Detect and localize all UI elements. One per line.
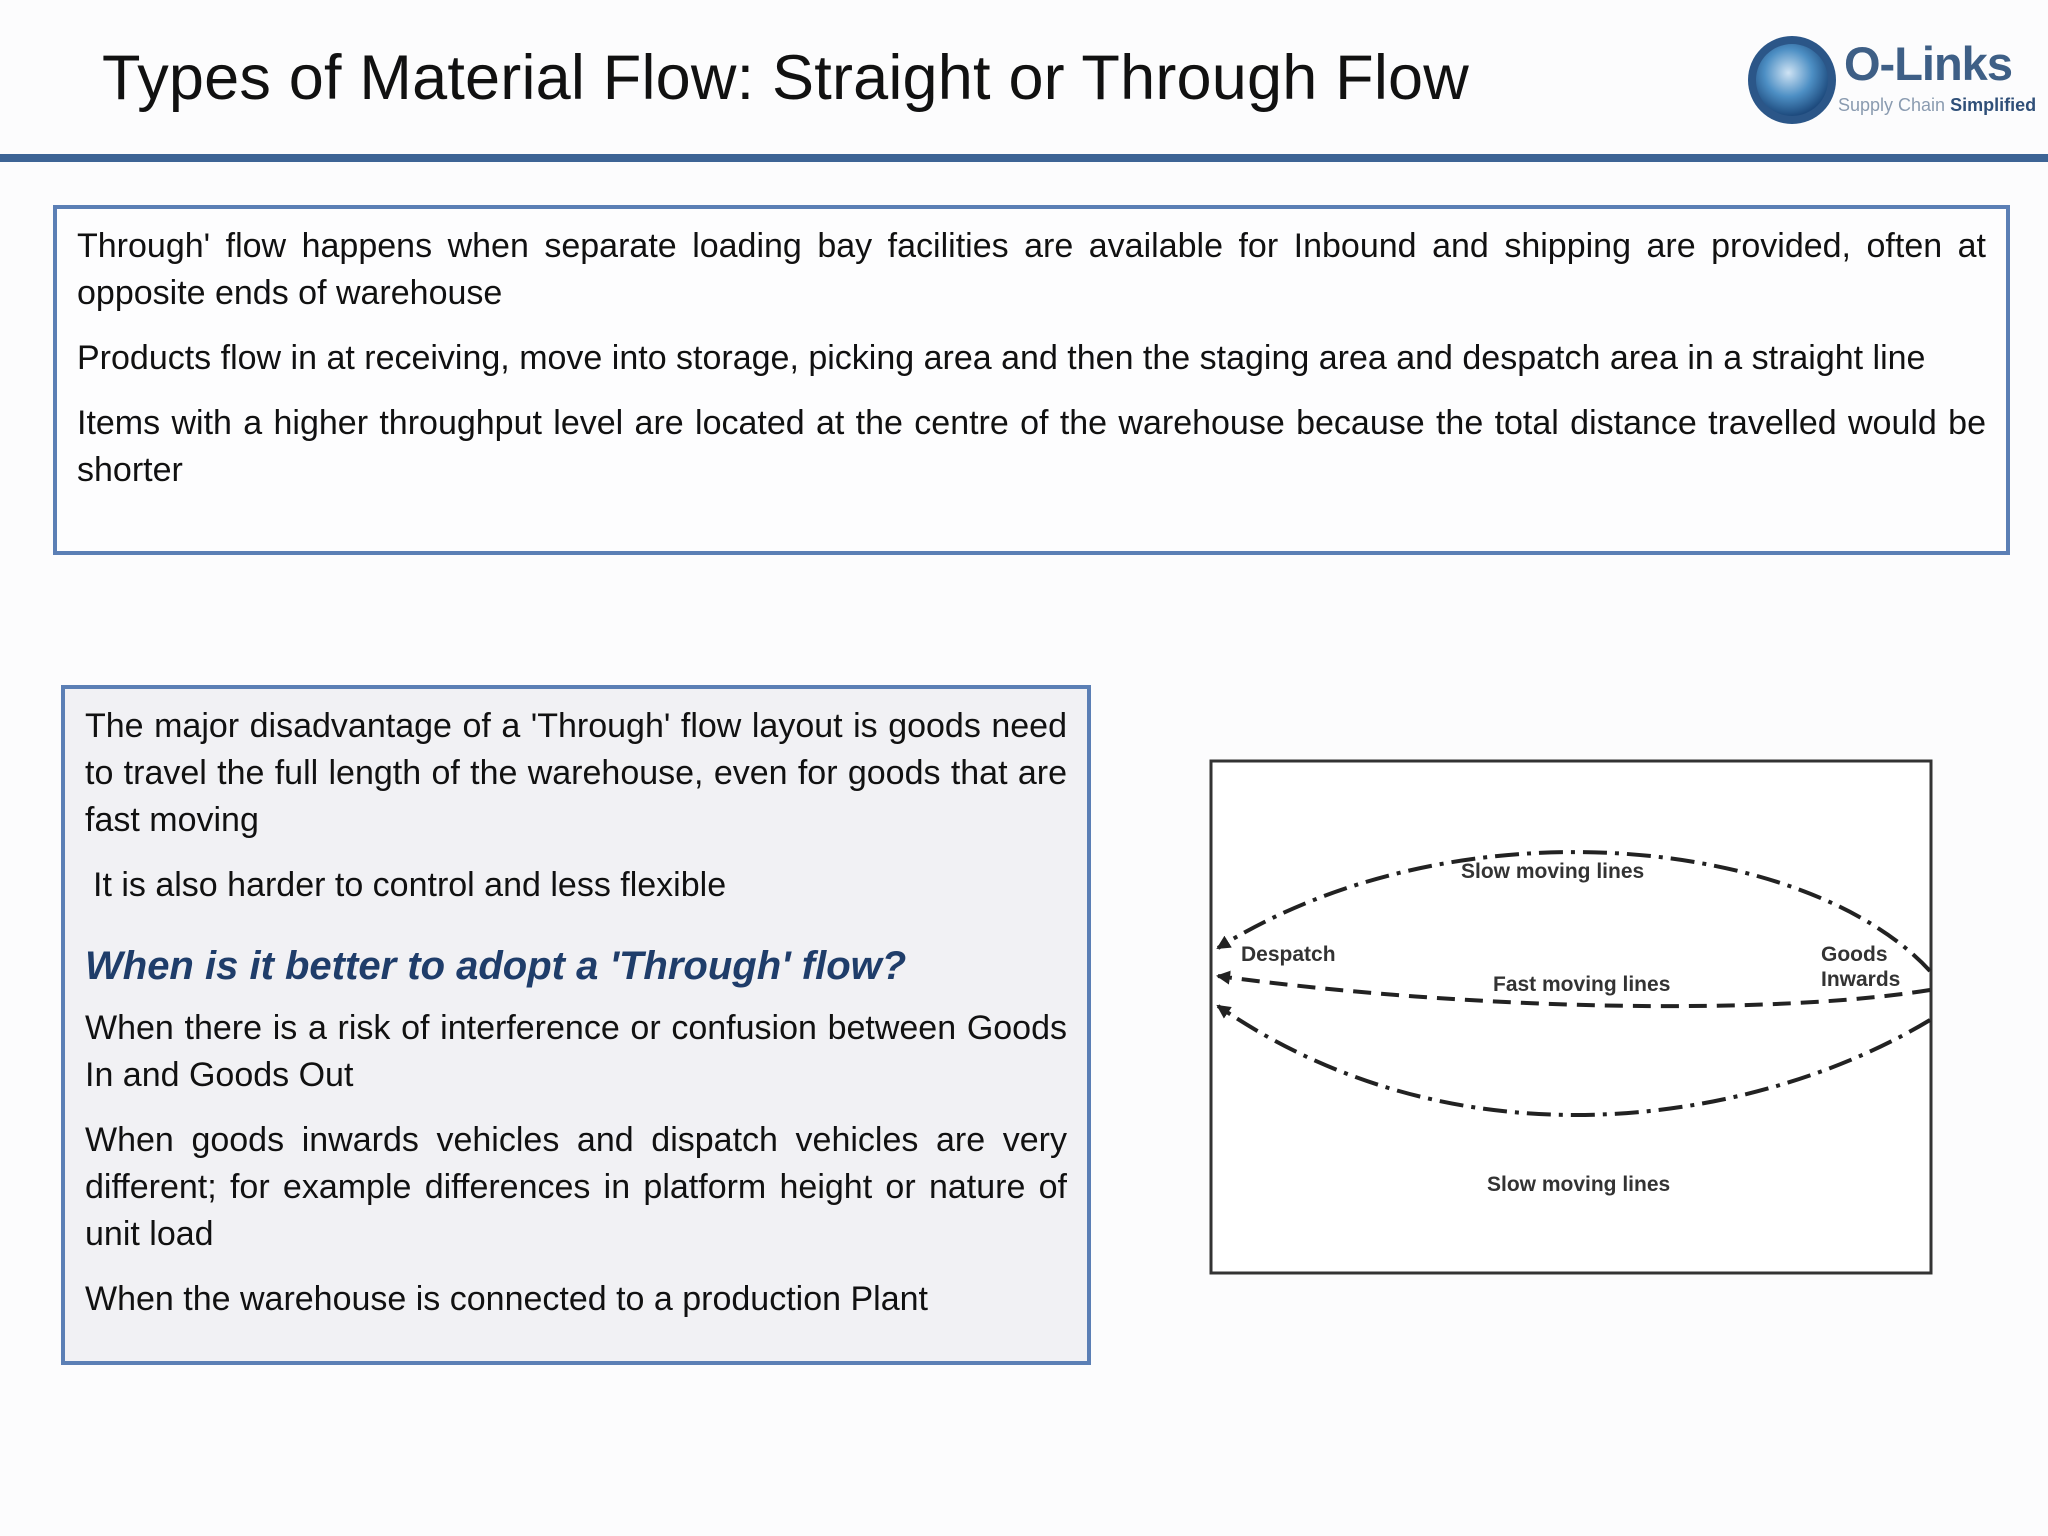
globe-icon [1746, 30, 1846, 130]
page-title: Types of Material Flow: Straight or Through Flow [102, 43, 1469, 113]
goods-inwards-label-line2: Inwards [1821, 968, 1901, 991]
through-flow-description-box [53, 205, 2010, 555]
disadvantage-paragraph: It is also harder to control and less flexible [93, 866, 727, 904]
logo-tagline-bold: Simplified [1950, 95, 2037, 115]
disadvantage-paragraph: The major disadvantage of a 'Through' flow layout is goods need to travel the full length of the warehouse, even for goods that are fast moving [85, 707, 1067, 839]
company-logo [1746, 30, 2038, 130]
answer-paragraph: When the warehouse is connected to a production Plant [85, 1280, 928, 1318]
logo-tagline-light: Supply Chain [1838, 95, 1946, 115]
description-paragraph: Products flow in at receiving, move into storage, picking area and then the staging area and despatch area in a straight line [77, 339, 1926, 377]
goods-inwards-label-line1: Goods [1821, 943, 1888, 966]
slow-bottom-label: Slow moving lines [1487, 1173, 1671, 1196]
flow-diagram [1208, 758, 1936, 1278]
description-paragraph: Through' flow happens when separate loading bay facilities are available for Inbound and shipping are provided, often at opposite ends of warehouse [77, 227, 1986, 312]
disadvantages-box [61, 685, 1091, 1365]
answer-paragraph: When there is a risk of interference or confusion between Goods In and Goods Out [85, 1009, 1067, 1094]
section-question-heading: When is it better to adopt a 'Through' flow? [85, 944, 907, 988]
logo-tagline [1838, 95, 2036, 116]
slow-top-label: Slow moving lines [1461, 860, 1645, 883]
header-divider [0, 154, 2048, 162]
logo-name: O-Links [1844, 37, 2012, 90]
description-paragraph: Items with a higher throughput level are located at the centre of the warehouse because the total distance travelled would be shorter [77, 404, 1986, 489]
answer-paragraph: When goods inwards vehicles and dispatch vehicles are very different; for example differences in platform height or nature of unit load [85, 1121, 1067, 1253]
fast-label: Fast moving lines [1493, 973, 1671, 996]
warehouse-outline [1211, 761, 1931, 1273]
despatch-label: Despatch [1241, 943, 1336, 966]
